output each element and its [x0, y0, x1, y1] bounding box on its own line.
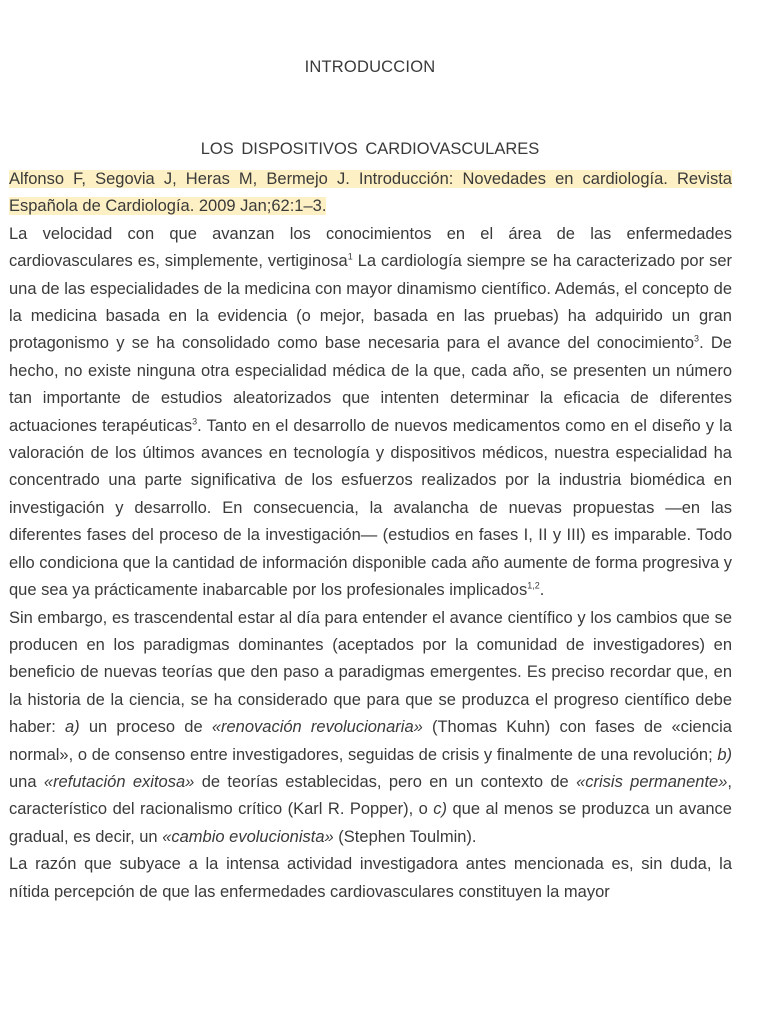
text-run: La razón que subyace a la intensa actividad investigadora antes mencionada es, sin duda, la nítida percepción de que las enfermedades cardiovasculares constituyen la mayor [9, 855, 732, 901]
text-run: , característico del racionalismo crítico (Karl R. Popper), o [9, 772, 732, 819]
citation-paragraph [9, 166, 732, 221]
text-run: . [539, 581, 545, 600]
italic-run: «renovación revolucionaria» [211, 718, 423, 737]
italic-run: «cambio evolucionista» [162, 827, 334, 846]
paragraph-1 [9, 221, 732, 605]
paragraph-2 [9, 605, 732, 852]
text-run: una [9, 772, 44, 791]
text-run: . De hecho, no existe ninguna otra especialidad médica de la que, cada año, se presenten un número tan importante de estudios aleatorizados que intenten determinar la eficacia de diferentes actuaciones terapéuticas [9, 334, 732, 435]
text-run: . Tanto en el desarrollo de nuevos medicamentos como en el diseño y la valoración de los últimos avances en tecnología y dispositivos médicos, nuestra especialidad ha concentrado una parte significativa de los esfuerzos realizados por la industria biomédica en investigación y desarrollo. En consecuencia, la avalancha de nuevas propuestas —en las diferentes fases del proceso de la investigación— (estudios en fases I, II y III) es imparable. Todo ello condiciona que la cantidad de información disponible cada año aumente de forma progresiva y que sea ya prácticamente inabarcable por los profesionales implicados [9, 416, 732, 600]
italic-run: b) [717, 745, 732, 764]
text-run: (Stephen Toulmin). [333, 827, 477, 846]
paragraph-3 [9, 851, 732, 906]
body-text [9, 166, 732, 906]
italic-run: «refutación exitosa» [43, 772, 195, 791]
footnote-ref: 3 [694, 333, 700, 344]
text-run: La velocidad con que avanzan los conocimientos en el área de las enfermedades cardiovasculares es, simplemente, vertiginosa [9, 224, 732, 271]
footnote-ref: 1 [347, 251, 353, 262]
footnote-ref: 1,2 [527, 580, 540, 591]
text-run: La cardiología siempre se ha caracterizado por ser una de las especialidades de la medicina con mayor dinamismo científico. Además, el concepto de la medicina basada en la evidencia (o mejor, basada en las pruebas) ha adquirido un gran protagonismo y se ha consolidado como base necesaria para el avance del conocimiento [9, 252, 732, 353]
footnote-ref: 3 [192, 416, 198, 427]
text-run: de teorías establecidas, pero en un contexto de [194, 772, 577, 791]
highlighted-citation: Alfonso F, Segovia J, Heras M, Bermejo J. Introducción: Novedades en cardiología. Revista Española de Cardiología. 2009 Jan;62:1–3. [9, 170, 732, 216]
text-run: un proceso de [79, 718, 212, 737]
text-run: Sin embargo, es trascendental estar al día para entender el avance científico y los cambios que se producen en los paradigmas dominantes (aceptados por la comunidad de investigadores) en beneficio de nuevas teorías que den paso a paradigmas emergentes. Es preciso recordar que, en la historia de la ciencia, se ha considerado que para que se produzca el progreso científico debe haber: [9, 608, 732, 737]
italic-run: «crisis permanente» [576, 772, 728, 791]
italic-run: a) [64, 718, 80, 737]
text-run: que al menos se produzca un avance gradual, es decir, un [9, 800, 732, 846]
page-title: INTRODUCCION [304, 58, 436, 76]
text-run: (Thomas Kuhn) con fases de «ciencia normal», o de consenso entre investigadores, seguidas de crisis y finalmente de una revolución; [9, 718, 732, 764]
section-subtitle: LOS DISPOSITIVOS CARDIOVASCULARES [200, 140, 540, 158]
italic-run: c) [433, 800, 447, 819]
